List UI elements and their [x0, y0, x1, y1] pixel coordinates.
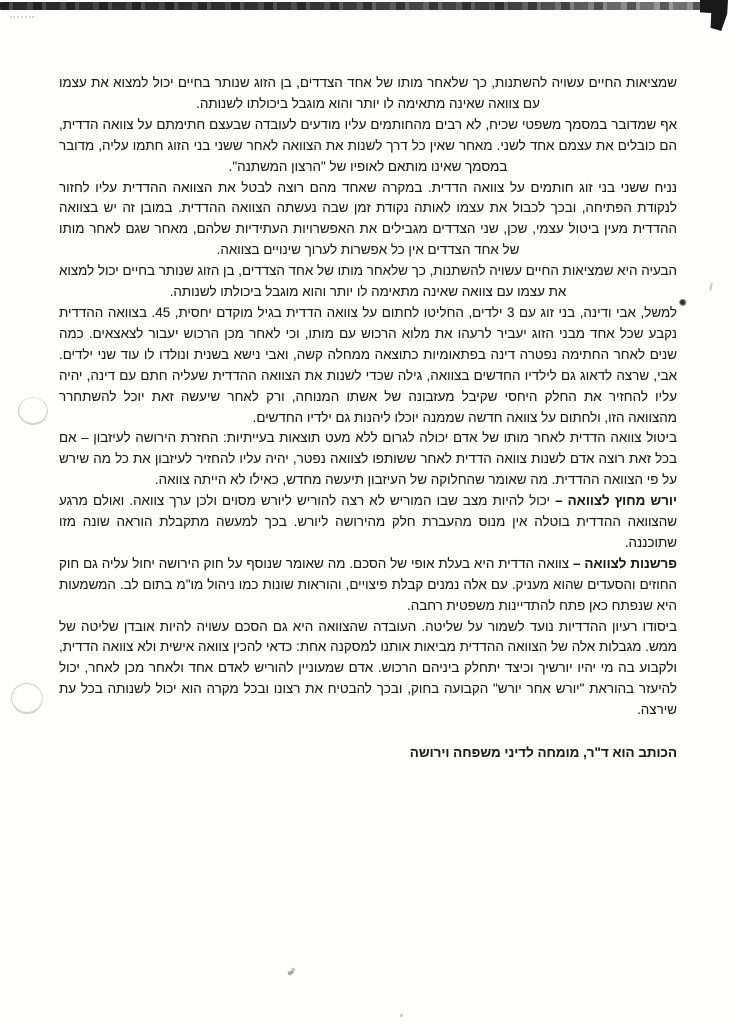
paragraph: [59, 491, 677, 554]
scan-corner-artifact: [700, 0, 728, 31]
paragraph-text: אף שמדובר במסמך משפטי שכיח, לא רבים מהחותמים עליו מודעים לעובדה שבעצם חתימתם על צוואה הדדית, הם כובלים את עצמם אחד לשני. מאחר שאין כל דרך לשנות את הצוואה לאחר ששני בני הזוג חתמו עליה, מדובר במסמך שאינו מותאם לאופיו של "הרצון המשתנה".: [59, 116, 677, 174]
paragraph-text: צוואה הדדית היא בעלת אופי של הסכם. מה שאומר שנוסף על חוק הירושה יחול עליה גם חוק החוזים והסעדים שהוא מעניק. עם אלה נמנים קבלת פיצויים, והוראות שונות כמו ניהול מו"מ בתום לב. המשמעות היא שנפתח כאן פתח להתדיינות משפטית רחבה.: [59, 555, 677, 613]
paragraph-text: ביסודו רעיון ההדדיות נועד לשמור על שליטה. העובדה שהצוואה היא גם הסכם עשויה להיות אובדן שליטה של ממש. מגבלות אלה של הצוואה ההדדית מביאות אותנו למסקנה אחת: כדאי להכין צוואה אישית ולא צוואה הדדית, ולקבוע בה מי יהיו יורשיך וכיצד יתחלק ביניהם הרכוש. אדם שמעוניין להוריש לאדם אחד ולאחר מכן לאחר, יכול להיעזר בהוראת "יורש אחר יורש" הקבועה בחוק, ובכך להבטיח את רצונו ובכל מקרה הוא יכול לשנותה בכל עת שירצה.: [59, 618, 677, 718]
paragraph-text: נניח ששני בני זוג חותמים על צוואה הדדית. במקרה שאחד מהם רוצה לבטל את הצוואה ההדדית עליו לחזור לנקודת הפתיחה, ובכך לכבול את עצמו לאותה נקודת זמן שבה נעשתה הצוואה ההדדית. במובן זה יש בצוואה ההדדית מעין ביטול עצמי, שכן, שני הצדדים מגבילים את האפשרויות העתידיות שלהם, מאחר שגם לאחר מותו של אחד הצדדים אין כל אפשרות לערוך שינויים בצוואה.: [59, 179, 677, 258]
paragraph-text: יכול להיות מצב שבו המוריש לא רצה להוריש ליורש מסוים ולכן ערך צוואה. ואולם מרגע שהצוואה ההדדית בוטלה אין מנוס מהעברת חלק מהירושה ליורש. בכך למעשה מתקבלת הוראה שונה מזו שתוכננה.: [59, 493, 677, 550]
scan-noise-speck: [287, 967, 296, 976]
article-body: [59, 73, 677, 764]
paragraph-text: שמציאות החיים עשויה להשתנות, כך שלאחר מותו של אחד הצדדים, בן הזוג שנותר בחיים יכול למצוא את עצמו עם צוואה שאינה מתאימה לו יותר והוא מוגבל ביכולתו לשנותה.: [59, 75, 677, 111]
hole-punch-mark-bottom: [11, 683, 43, 714]
scan-noise-speck: [709, 283, 713, 291]
paragraph: [59, 261, 677, 303]
scan-edge-artifact-top: [0, 2, 727, 10]
hole-punch-mark-top: [18, 397, 48, 425]
paragraph: [59, 554, 677, 617]
paragraph-lead: יורש מחוץ לצוואה –: [549, 493, 678, 509]
paragraph-text: ביטול צוואה הדדית לאחר מותו של אדם יכולה לגרום ללא מעט תוצאות בעייתיות: החזרת הירושה לעיזבון – אם בכל זאת רוצה אדם לשנות צוואה הדדית לאחר ששותפו לצוואה נפטר, יהיה עליו להחזיר לעיזבון את כל מה שירש על פי הצוואה ההדדית. מה שאומר שהחלוקה של העיזבון תיעשה מחדש, כאילו לא הייתה צוואה.: [59, 430, 677, 488]
paragraph: [59, 303, 677, 428]
paragraph: [59, 617, 677, 722]
scan-noise-speck: [399, 1013, 404, 1018]
scan-noise-speck: [678, 298, 688, 307]
paragraph-lead: פרשנות לצוואה –: [569, 555, 677, 571]
paragraph-text: למשל, אבי ודינה, בני זוג עם 3 ילדים, החליטו לחתום על צוואה הדדית בגיל מוקדם יחסית, 45. בצוואה ההדדית נקבע שכל אחד מבני הזוג יעביר לרעהו את מלוא הרכוש עם מותו, וכי לאחר מכן הרכוש יעבור לצאצאים. כמה שנים לאחר החתימה נפטרה דינה בפתאומיות כתוצאה ממחלה קשה, ואבי נישא בשנית ונולדו לו עוד שני ילדים. אבי, שרצה לדאוג גם לילדיו החדשים בצוואה, גילה שכדי לשנות את הצוואה ההדדית שעליה חתם עם דינה, יהיה עליו להחזיר את החלק היחסי שקיבל מעזבונה של אשתו המנוחה, ורק לאחר שיעשה זאת יוכל להשתחרר מהצוואה הזו, ולחתום על צוואה חדשה שממנה יוכלו ליהנות גם ילדיו החדשים.: [59, 304, 677, 425]
paragraph-text: הבעיה היא שמציאות החיים עשויה להשתנות, כך שלאחר מותו של אחד הצדדים, בן הזוג שנותר בחיים יכול למצוא את עצמו עם צוואה שאינה מתאימה לו יותר והוא מוגבל ביכולתו לשנותה.: [59, 263, 677, 300]
scan-noise-speck: [10, 16, 34, 18]
paragraph: [59, 115, 677, 178]
paragraph: [59, 428, 677, 491]
paragraph: [59, 73, 677, 115]
author-byline: הכותב הוא ד"ר, מומחה לדיני משפחה וירושה: [409, 745, 677, 761]
paragraph: [59, 178, 677, 262]
